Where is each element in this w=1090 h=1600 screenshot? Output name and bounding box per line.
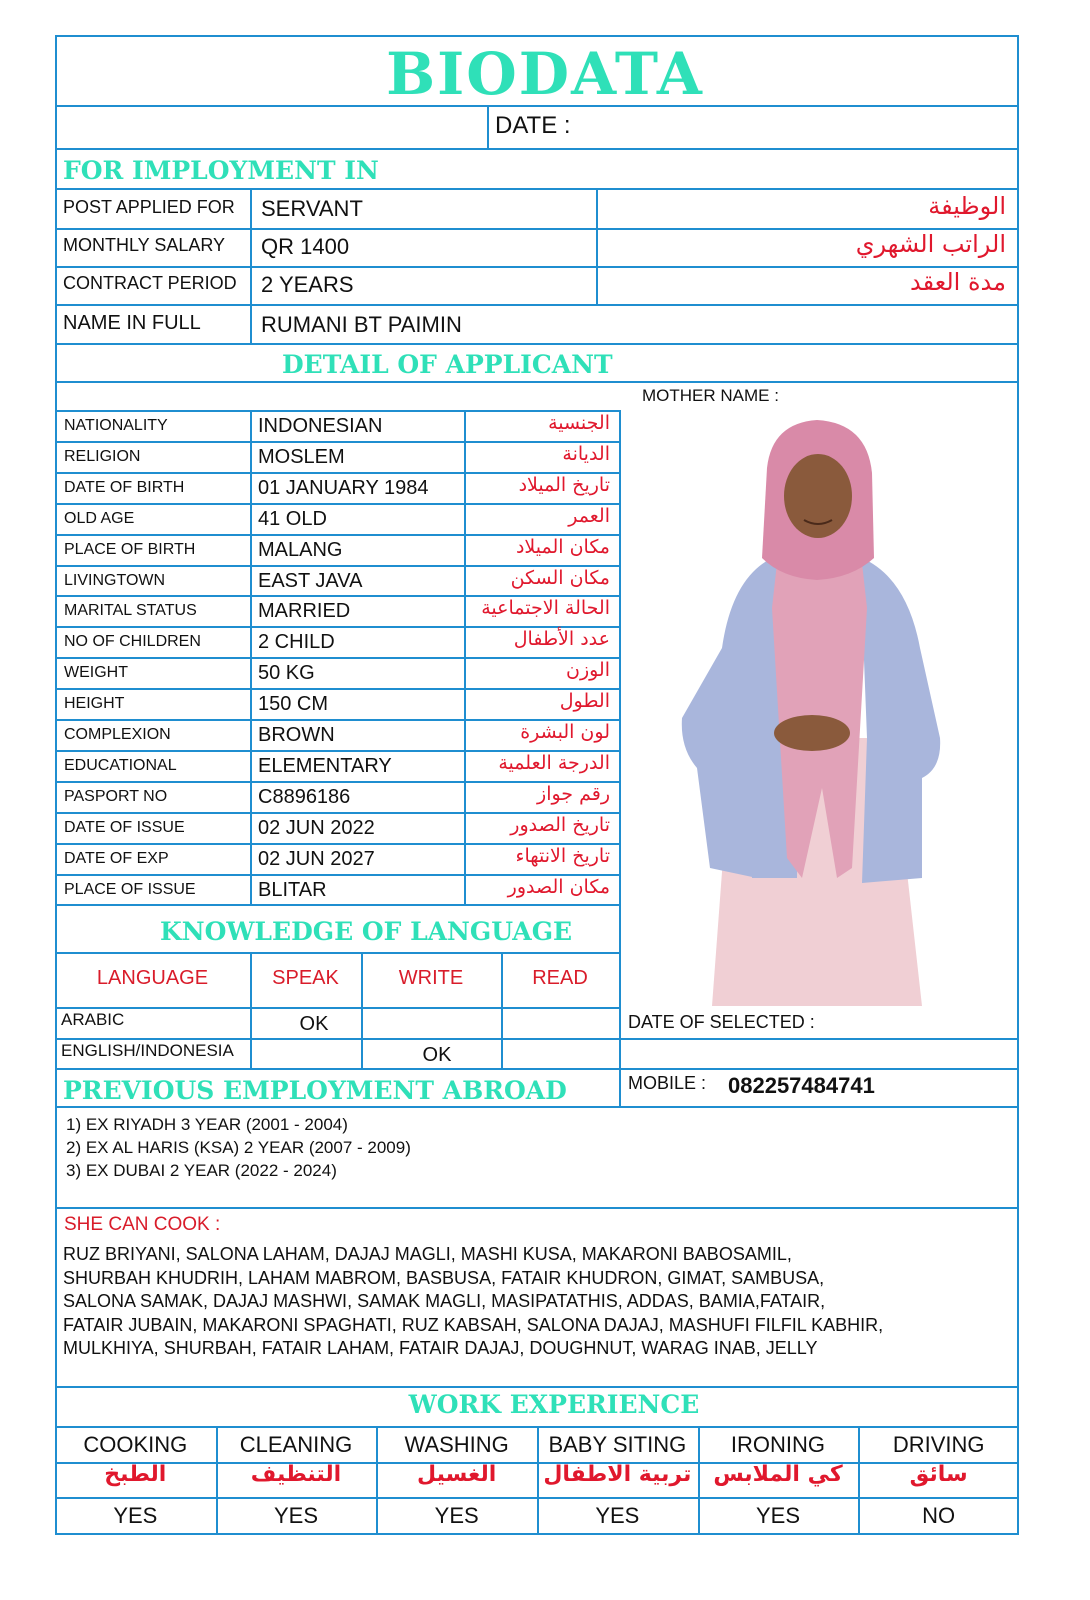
grid-line: [55, 904, 621, 906]
employment-label: POST APPLIED FOR: [63, 197, 235, 217]
detail-value: 01 JANUARY 1984: [258, 476, 429, 499]
detail-value: 41 OLD: [258, 507, 327, 530]
detail-value: 50 KG: [258, 662, 315, 685]
grid-line: [619, 1068, 1019, 1070]
detail-arabic: الديانة: [562, 442, 610, 465]
language-header: READ: [532, 967, 588, 989]
grid-line: [55, 1068, 621, 1070]
name-label: NAME IN FULL: [63, 312, 201, 334]
employment-label: MONTHLY SALARY: [63, 235, 226, 255]
work-label: IRONING: [730, 1432, 826, 1457]
detail-label: NO OF CHILDREN: [64, 633, 201, 651]
detail-arabic: الدرجة العلمية: [498, 751, 610, 774]
detail-arabic: تاريخ الانتهاء: [515, 844, 610, 867]
detail-label: HEIGHT: [64, 695, 125, 713]
detail-label: COMPLEXION: [64, 726, 171, 743]
work-value: YES: [273, 1503, 318, 1528]
mobile-value: 082257484741: [728, 1073, 875, 1098]
detail-label: PASPORT NO: [64, 787, 168, 805]
work-arabic: الطبخ: [104, 1462, 167, 1487]
detail-arabic: تاريخ الميلاد: [518, 473, 610, 496]
grid-line: [55, 952, 621, 954]
grid-line: [619, 1038, 1019, 1040]
detail-label: NATIONALITY: [64, 417, 168, 434]
previous-item: 1) EX RIYADH 3 YEAR (2001 - 2004): [66, 1115, 348, 1134]
language-header: SPEAK: [272, 967, 339, 989]
detail-arabic: مكان الصدور: [507, 875, 610, 898]
work-label: BABY SITING: [548, 1432, 687, 1457]
detail-value: BROWN: [258, 724, 335, 746]
date-selected-label: DATE OF SELECTED :: [628, 1012, 815, 1032]
detail-label: WEIGHT: [64, 664, 128, 682]
applicant-photo: [622, 408, 1016, 1006]
work-label: WASHING: [404, 1432, 509, 1457]
employment-value: 2 YEARS: [261, 272, 354, 297]
detail-value: INDONESIAN: [258, 415, 383, 437]
cook-line: MULKHIYA, SHURBAH, FATAIR LAHAM, FATAIR DAJAJ, DOUGHNUT, WARAG INAB, JELLY: [63, 1338, 818, 1358]
detail-value: EAST JAVA: [258, 569, 363, 592]
detail-label: RELIGION: [64, 447, 141, 465]
language-header: LANGUAGE: [96, 967, 209, 989]
detail-arabic: مكان السكن: [510, 566, 610, 589]
employment-value: SERVANT: [261, 196, 363, 221]
date-label: DATE :: [495, 112, 571, 139]
language-write: OK: [422, 1044, 452, 1066]
section-applicant: DETAIL OF APPLICANT: [282, 350, 613, 379]
detail-value: 150 CM: [258, 693, 329, 716]
cook-line: SALONA SAMAK, DAJAJ MASHWI, SAMAK MAGLI, MASIPATATHIS, ADDAS, BAMIA,FATAIR,: [63, 1291, 826, 1311]
work-arabic: سائق: [909, 1462, 968, 1487]
grid-line: [55, 1207, 1019, 1209]
detail-value: MALANG: [258, 538, 343, 561]
section-work: WORK EXPERIENCE: [408, 1390, 700, 1419]
detail-label: PLACE OF ISSUE: [64, 880, 196, 898]
detail-label: DATE OF ISSUE: [64, 818, 185, 836]
work-arabic: كي الملابس: [713, 1462, 843, 1487]
cook-line: FATAIR JUBAIN, MAKARONI SPAGHATI, RUZ KABSAH, SALONA DAJAJ, MASHUFI FILFIL KABHIR,: [63, 1314, 884, 1335]
employment-value: QR 1400: [261, 234, 350, 259]
detail-value: 02 JUN 2027: [258, 847, 375, 870]
work-value: YES: [595, 1503, 640, 1528]
mother-name-label: MOTHER NAME :: [642, 386, 779, 405]
work-label: DRIVING: [892, 1432, 985, 1457]
language-speak: OK: [299, 1013, 329, 1035]
detail-label: MARITAL STATUS: [64, 602, 197, 620]
employment-arabic: مدة العقد: [910, 268, 1006, 296]
detail-value: ELEMENTARY: [258, 754, 392, 777]
cook-label: SHE CAN COOK :: [64, 1214, 221, 1235]
previous-item: 3) EX DUBAI 2 YEAR (2022 - 2024): [66, 1161, 337, 1180]
detail-arabic: تاريخ الصدور: [510, 813, 610, 836]
work-arabic: التنظيف: [250, 1462, 342, 1487]
detail-arabic: العمر: [568, 504, 610, 527]
detail-arabic: لون البشرة: [520, 721, 610, 743]
detail-arabic: الطول: [559, 690, 610, 713]
detail-arabic: عدد الأطفال: [513, 628, 610, 651]
grid-line: [55, 1038, 621, 1040]
employment-arabic: الراتب الشهري: [855, 230, 1006, 258]
detail-value: BLITAR: [258, 878, 327, 901]
detail-value: C8896186: [258, 785, 351, 808]
grid-line: [55, 1007, 621, 1009]
grid-line: [55, 1386, 1019, 1388]
work-value: NO: [922, 1503, 956, 1528]
cook-line: SHURBAH KHUDRIH, LAHAM MABROM, BASBUSA, FATAIR KHUDRON, GIMAT, SAMBUSA,: [63, 1267, 825, 1288]
language-header: WRITE: [398, 967, 464, 989]
detail-label: DATE OF EXP: [64, 849, 169, 867]
detail-value: 2 CHILD: [258, 631, 335, 654]
detail-arabic: رقم جواز: [537, 782, 610, 805]
detail-value: 02 JUN 2022: [258, 816, 375, 839]
work-value: YES: [113, 1503, 158, 1528]
detail-arabic: الوزن: [565, 659, 610, 682]
section-previous: PREVIOUS EMPLOYMENT ABROAD: [63, 1076, 567, 1105]
detail-value: MOSLEM: [258, 445, 345, 468]
grid-line: [250, 410, 252, 904]
detail-arabic: الحالة الاجتماعية: [481, 597, 610, 620]
name-value: RUMANI BT PAIMIN: [261, 312, 462, 337]
section-employment: FOR IMPLOYMENT IN: [63, 156, 379, 185]
work-arabic: الغسيل: [417, 1462, 497, 1487]
language-name: ARABIC: [61, 1010, 125, 1029]
work-arabic: تربية الاطفال: [543, 1462, 692, 1487]
detail-label: DATE OF BIRTH: [64, 478, 185, 496]
mobile-label: MOBILE :: [628, 1073, 707, 1093]
detail-arabic: الجنسية: [548, 412, 610, 434]
employment-label: CONTRACT PERIOD: [63, 273, 237, 293]
section-language: KNOWLEDGE OF LANGUAGE: [160, 917, 573, 946]
detail-value: MARRIED: [258, 600, 351, 623]
detail-label: EDUCATIONAL: [64, 756, 177, 774]
cook-line: RUZ BRIYANI, SALONA LAHAM, DAJAJ MAGLI, MASHI KUSA, MAKARONI BABOSAMIL,: [63, 1244, 792, 1264]
language-name: ENGLISH/INDONESIA: [61, 1041, 234, 1060]
grid-line: [619, 410, 621, 1106]
work-value: YES: [434, 1503, 479, 1528]
detail-label: PLACE OF BIRTH: [64, 540, 196, 558]
detail-label: OLD AGE: [64, 509, 135, 527]
work-label: COOKING: [83, 1432, 188, 1457]
page-title: BIODATA: [386, 40, 704, 108]
detail-arabic: مكان الميلاد: [515, 535, 610, 558]
work-label: CLEANING: [239, 1432, 353, 1457]
employment-arabic: الوظيفة: [928, 192, 1006, 220]
grid-line: [55, 1106, 1019, 1108]
previous-item: 2) EX AL HARIS (KSA) 2 YEAR (2007 - 2009): [66, 1138, 411, 1157]
detail-label: LIVINGTOWN: [64, 571, 166, 589]
work-value: YES: [755, 1503, 800, 1528]
